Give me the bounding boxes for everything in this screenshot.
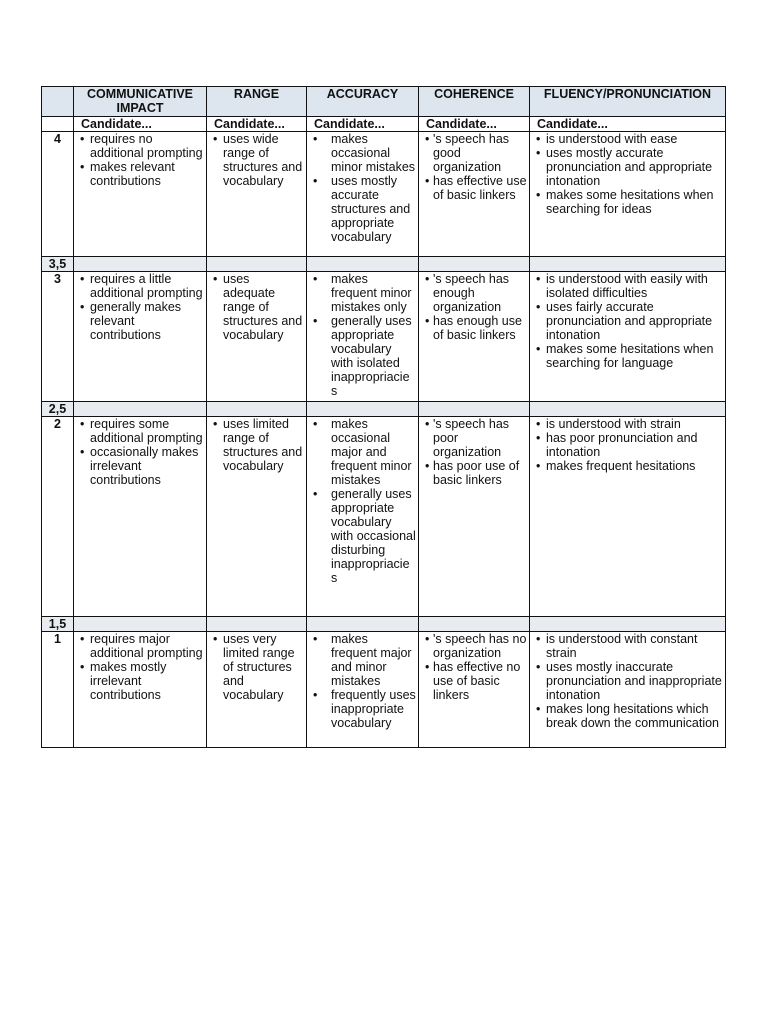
coherence-cell: [419, 272, 530, 402]
half-row-empty-cell: [419, 617, 530, 632]
half-row-empty-cell: [530, 257, 726, 272]
descriptor-item: • requires major additional prompting: [79, 632, 204, 660]
descriptor-item: • has enough use of basic linkers: [424, 314, 527, 342]
half-score-row: [42, 617, 726, 632]
score-label: 4: [42, 132, 74, 257]
half-score-label: 1,5: [42, 617, 74, 632]
descriptor-item: • makes long hesitations which break down the communication: [535, 702, 723, 730]
half-row-empty-cell: [74, 402, 207, 417]
accuracy-cell: [307, 132, 419, 257]
coherence-cell: [419, 417, 530, 617]
descriptor-list: [307, 132, 418, 244]
descriptor-item: • occasionally makes irrelevant contributions: [79, 445, 204, 487]
descriptor-item: • 's speech has enough organization: [424, 272, 527, 314]
descriptor-item: • makes relevant contributions: [79, 160, 204, 188]
descriptor-item: • uses fairly accurate pronunciation and appropriate intonation: [535, 300, 723, 342]
descriptor-list: [307, 632, 418, 730]
header-fluency-pronunciation: FLUENCY/PRONUNCIATION: [530, 87, 726, 117]
descriptor-item: • uses limited range of structures and vocabulary: [212, 417, 304, 473]
descriptor-list: [530, 132, 725, 216]
descriptor-item: • generally makes relevant contributions: [79, 300, 204, 342]
score-label: 1: [42, 632, 74, 748]
descriptor-item: • frequently uses inappropriate vocabulary: [312, 688, 416, 730]
descriptor-item: • uses very limited range of structures and vocabulary: [212, 632, 304, 702]
fluency-cell: [530, 272, 726, 402]
descriptor-item: • generally uses appropriate vocabulary with occasional disturbing inappropriacie s: [312, 487, 416, 585]
descriptor-item: • uses mostly accurate pronunciation and appropriate intonation: [535, 146, 723, 188]
candidate-label: Candidate...: [419, 117, 530, 132]
descriptor-item: • requires some additional prompting: [79, 417, 204, 445]
impact-cell: [74, 132, 207, 257]
half-row-empty-cell: [207, 402, 307, 417]
candidate-label: Candidate...: [530, 117, 726, 132]
descriptor-list: [74, 632, 206, 702]
half-row-empty-cell: [307, 617, 419, 632]
header-score: [42, 87, 74, 117]
descriptor-item: • requires a little additional prompting: [79, 272, 204, 300]
accuracy-cell: [307, 417, 419, 617]
half-row-empty-cell: [419, 257, 530, 272]
descriptor-list: [307, 417, 418, 585]
range-cell: [207, 132, 307, 257]
half-score-label: 3,5: [42, 257, 74, 272]
descriptor-item: • makes occasional minor mistakes: [312, 132, 416, 174]
descriptor-list: [74, 417, 206, 487]
fluency-cell: [530, 132, 726, 257]
descriptor-list: [207, 272, 306, 342]
range-cell: [207, 417, 307, 617]
descriptor-list: [530, 417, 725, 473]
descriptor-item: • has effective no use of basic linkers: [424, 660, 527, 702]
fluency-cell: [530, 632, 726, 748]
descriptor-item: • is understood with ease: [535, 132, 723, 146]
speaking-rubric-table: [41, 86, 726, 748]
descriptor-list: [530, 632, 725, 730]
descriptor-item: • is understood with strain: [535, 417, 723, 431]
candidate-row: [42, 117, 726, 132]
half-row-empty-cell: [207, 617, 307, 632]
score-row: [42, 632, 726, 748]
descriptor-item: • makes some hesitations when searching for ideas: [535, 188, 723, 216]
descriptor-item: • 's speech has no organization: [424, 632, 527, 660]
descriptor-item: • 's speech has good organization: [424, 132, 527, 174]
descriptor-item: • 's speech has poor organization: [424, 417, 527, 459]
descriptor-item: • makes frequent minor mistakes only: [312, 272, 416, 314]
impact-cell: [74, 272, 207, 402]
header-accuracy: ACCURACY: [307, 87, 419, 117]
descriptor-list: [74, 132, 206, 188]
half-score-row: [42, 402, 726, 417]
descriptor-item: • makes some hesitations when searching for language: [535, 342, 723, 370]
descriptor-item: • is understood with easily with isolated difficulties: [535, 272, 723, 300]
score-row: [42, 132, 726, 257]
impact-cell: [74, 417, 207, 617]
descriptor-list: [207, 632, 306, 702]
fluency-cell: [530, 417, 726, 617]
half-score-row: [42, 257, 726, 272]
descriptor-list: [419, 632, 529, 702]
header-range: RANGE: [207, 87, 307, 117]
candidate-blank-cell: [42, 117, 74, 132]
header-row: [42, 87, 726, 117]
score-row: [42, 272, 726, 402]
descriptor-item: • makes frequent major and minor mistakes: [312, 632, 416, 688]
rubric-body: [42, 132, 726, 748]
half-row-empty-cell: [74, 257, 207, 272]
descriptor-item: • requires no additional prompting: [79, 132, 204, 160]
descriptor-list: [207, 417, 306, 473]
descriptor-item: • uses mostly accurate structures and appropriate vocabulary: [312, 174, 416, 244]
descriptor-item: • makes frequent hesitations: [535, 459, 723, 473]
half-row-empty-cell: [530, 402, 726, 417]
accuracy-cell: [307, 632, 419, 748]
range-cell: [207, 632, 307, 748]
candidate-label: Candidate...: [307, 117, 419, 132]
half-score-label: 2,5: [42, 402, 74, 417]
descriptor-item: • makes mostly irrelevant contributions: [79, 660, 204, 702]
descriptor-list: [207, 132, 306, 188]
half-row-empty-cell: [419, 402, 530, 417]
half-row-empty-cell: [207, 257, 307, 272]
score-label: 2: [42, 417, 74, 617]
descriptor-item: • is understood with constant strain: [535, 632, 723, 660]
descriptor-item: • uses adequate range of structures and vocabulary: [212, 272, 304, 342]
descriptor-item: • uses wide range of structures and vocabulary: [212, 132, 304, 188]
descriptor-item: • has poor pronunciation and intonation: [535, 431, 723, 459]
descriptor-list: [419, 272, 529, 342]
descriptor-list: [530, 272, 725, 370]
half-row-empty-cell: [74, 617, 207, 632]
descriptor-list: [74, 272, 206, 342]
candidate-label: Candidate...: [207, 117, 307, 132]
impact-cell: [74, 632, 207, 748]
coherence-cell: [419, 632, 530, 748]
half-row-empty-cell: [530, 617, 726, 632]
descriptor-item: • has effective use of basic linkers: [424, 174, 527, 202]
score-label: 3: [42, 272, 74, 402]
range-cell: [207, 272, 307, 402]
descriptor-item: • generally uses appropriate vocabulary with isolated inappropriacie s: [312, 314, 416, 398]
half-row-empty-cell: [307, 402, 419, 417]
descriptor-item: • makes occasional major and frequent minor mistakes: [312, 417, 416, 487]
candidate-label: Candidate...: [74, 117, 207, 132]
header-communicative-impact: COMMUNICATIVE IMPACT: [74, 87, 207, 117]
accuracy-cell: [307, 272, 419, 402]
descriptor-item: • has poor use of basic linkers: [424, 459, 527, 487]
half-row-empty-cell: [307, 257, 419, 272]
descriptor-list: [307, 272, 418, 398]
descriptor-list: [419, 132, 529, 202]
score-row: [42, 417, 726, 617]
coherence-cell: [419, 132, 530, 257]
header-coherence: COHERENCE: [419, 87, 530, 117]
descriptor-list: [419, 417, 529, 487]
descriptor-item: • uses mostly inaccurate pronunciation and inappropriate intonation: [535, 660, 723, 702]
